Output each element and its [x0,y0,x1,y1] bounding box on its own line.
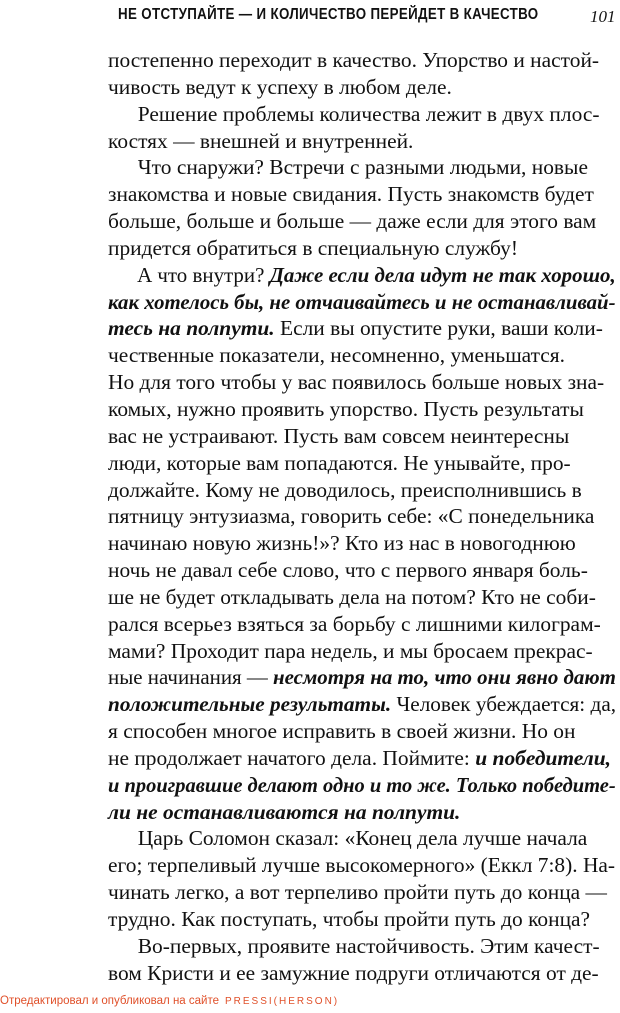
text-line [108,799,616,826]
line-text: чественные показатели, несомненно, уменьшатся. [108,343,565,368]
line-text: Что снаружи? Встречи с разными людьми, новые [137,155,588,180]
line-text: Человек убеждается: да, [391,692,617,717]
text-line [108,181,616,208]
line-text: начинаю новую жизнь!»? Кто из нас в новогоднюю [108,531,576,556]
line-text: больше, больше и больше — даже если для этого вам [108,209,597,234]
text-line [108,477,616,504]
text-line [108,128,616,155]
line-text: должайте. Кому не доводилось, преисполнившись в [108,477,582,502]
page-number: 101 [590,7,616,26]
line-text: чивость ведут к успеху в любом деле. [108,74,452,99]
line-text: его; терпеливый лучше высокомерного» (Еккл 7:8). На- [108,853,616,878]
running-head: НЕ ОТСТУПАЙТЕ — И КОЛИЧЕСТВО ПЕРЕЙДЕТ В КАЧЕСТВО [118,6,539,23]
line-text: Во-первых, проявите настойчивость. Этим качест- [137,933,600,958]
emphasis-text: положительные результаты. [108,692,392,717]
line-text: люди, которые вам попадаются. Не унывайте, про- [108,450,571,475]
line-text: пятницу энтузиазма, говорить себе: «С понедельника [108,504,595,529]
text-line [108,852,616,879]
text-line [108,47,616,74]
text-line [108,315,616,342]
text-line [108,208,616,235]
line-text: Царь Соломон сказал: «Конец дела лучше начала [137,826,588,851]
text-line [108,584,616,611]
line-text: ночь не давал себе слово, что с первого января боль- [108,558,588,583]
emphasis-text: тесь на полпути. [108,316,275,341]
text-line [108,423,616,450]
line-text: А что внутри? [137,262,270,287]
line-text: Если вы опустите руки, ваши коли- [274,316,603,341]
text-line [108,369,616,396]
text-line [108,745,616,772]
body-text [108,47,620,987]
line-text: чинать легко, а вот терпеливо пройти путь до конца — [108,880,607,905]
line-text: придется обратиться в специальную службу! [108,235,518,260]
line-text: я способен многое исправить в своей жизни. Но он [108,719,576,744]
line-text: костях — внешней и внутренней. [108,128,414,153]
emphasis-text: и проигравшие делают одно и то же. Только победите- [108,772,616,797]
line-text: ные начинания — [108,665,274,690]
text-line [108,611,616,638]
line-text: ше не будет откладывать дела на потом? Кто не соби- [108,584,596,609]
emphasis-text: ли не останавливаются на полпути. [108,799,461,824]
line-text: постепенно переходит в качество. Упорство и настой- [108,48,600,72]
page-header [118,6,618,34]
text-line [108,74,616,101]
text-line [108,772,616,799]
line-text: Но для того чтобы у вас появилось больше новых зна- [108,370,605,395]
text-line [108,638,616,665]
text-line [108,154,616,181]
text-line [108,960,616,987]
line-text: трудно. Как поступать, чтобы пройти путь до конца? [108,907,591,931]
text-line [108,530,616,557]
text-line [108,825,616,852]
text-line [108,879,616,906]
text-line [108,450,616,477]
text-line [108,691,617,718]
footer-text: Отредактировал и опубликовал на сайте [0,995,219,1007]
text-line [108,906,616,933]
footer-credit [0,995,620,1007]
line-text: рался всерьез взяться за борьбу с лишними килограм- [108,611,601,636]
footer-brand: PRESSI(HERSON) [225,996,340,1007]
text-line [108,933,616,960]
emphasis-text: несмотря на то, что они явно дают [273,665,616,690]
line-text: вом Кристи и ее замужние подруги отличаются от де- [108,960,599,985]
line-text: знакомства и новые свидания. Пусть знакомств будет [108,182,594,207]
text-line [108,396,616,423]
text-line [108,664,616,691]
text-line [108,235,616,262]
emphasis-text: как хотелось бы, не отчаивайтесь и не останавливай- [108,289,616,314]
text-line [108,289,616,316]
line-text: вас не устраивают. Пусть вам совсем неинтересны [108,423,570,448]
line-text: Решение проблемы количества лежит в двух плос- [137,101,600,126]
text-line [108,503,616,530]
emphasis-text: Даже если дела идут не так хорошо, [269,262,616,287]
text-line [108,262,616,289]
text-line [108,718,616,745]
line-text: комых, нужно проявить упорство. Пусть результаты [108,396,584,421]
line-text: не продолжает начатого дела. Поймите: [108,745,476,770]
text-line [108,557,616,584]
text-line [108,342,616,369]
line-text: мами? Проходит пара недель, и мы бросаем прекрас- [108,638,593,663]
text-line [108,101,616,128]
emphasis-text: и победители, [475,745,611,770]
